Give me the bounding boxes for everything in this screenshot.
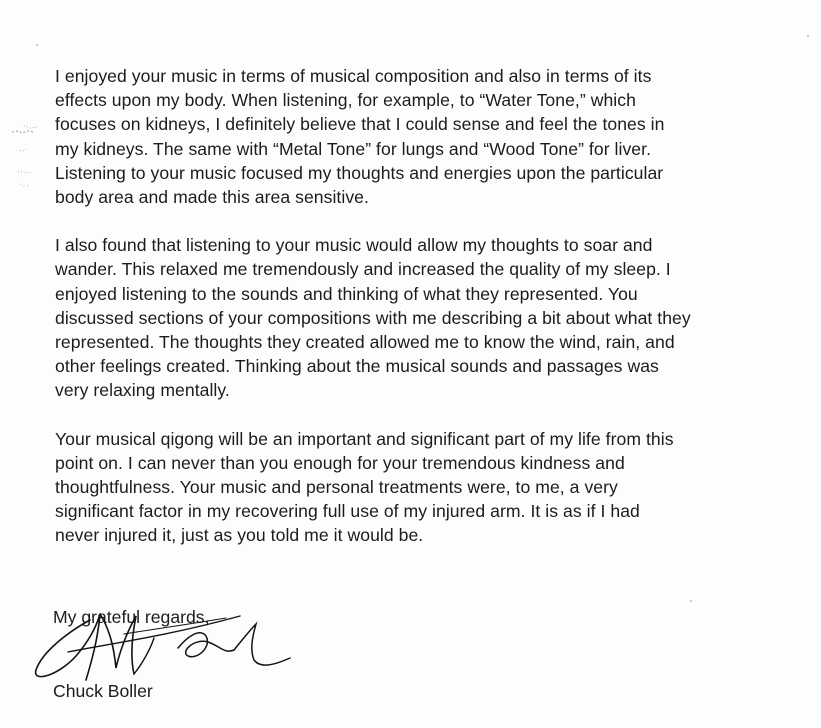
- signer-name: Chuck Boller: [53, 681, 153, 701]
- margin-smudge-graphic: [10, 120, 60, 200]
- letter-body: [55, 64, 817, 572]
- paragraph-line: I enjoyed your music in terms of musical composition and also in terms of its: [55, 66, 652, 86]
- scan-speck: [807, 35, 809, 37]
- scan-speck: [690, 600, 692, 602]
- paragraph-line: significant factor in my recovering full use of my injured arm. It is as if I had: [55, 501, 640, 522]
- paragraph-line: other feelings created. Thinking about the musical sounds and passages was: [55, 356, 659, 377]
- paragraph-line: I also found that listening to your music would allow my thoughts to soar and: [55, 235, 653, 256]
- paragraph-line: focuses on kidneys, I definitely believe that I could sense and feel the tones in: [55, 114, 665, 135]
- paragraph-2: [55, 233, 817, 402]
- scan-margin-marks: [10, 120, 60, 200]
- closing-line: My grateful regards,: [53, 607, 210, 627]
- paragraph-line: wander. This relaxed me tremendously and increased the quality of my sleep. I: [55, 259, 671, 280]
- paragraph-line: point on. I can never than you enough for your tremendous kindness and: [55, 452, 625, 473]
- paragraph-line: very relaxing mentally.: [55, 380, 230, 401]
- paragraph-line: Your musical qigong will be an important and significant part of my life from this: [55, 428, 674, 449]
- paragraph-line: effects upon my body. When listening, for example, to “Water Tone,” which: [55, 90, 636, 111]
- paragraph-line: thoughtfulness. Your music and personal treatments were, to me, a very: [55, 477, 618, 498]
- paragraph-line: Listening to your music focused my thoughts and energies upon the particular: [55, 162, 664, 183]
- paragraph-line: enjoyed listening to the sounds and thinking of what they represented. You: [55, 283, 638, 304]
- scan-speck: [36, 44, 38, 46]
- paragraph-line: never injured it, just as you told me it would be.: [55, 525, 424, 546]
- paragraph-3: [55, 427, 817, 548]
- paragraph-line: body area and made this area sensitive.: [55, 187, 369, 208]
- paragraph-1: [55, 64, 817, 209]
- paragraph-line: discussed sections of your compositions with me describing a bit about what they: [55, 307, 691, 328]
- paragraph-line: represented. The thoughts they created allowed me to know the wind, rain, and: [55, 332, 675, 353]
- paragraph-line: my kidneys. The same with “Metal Tone” for lungs and “Wood Tone” for liver.: [55, 138, 652, 159]
